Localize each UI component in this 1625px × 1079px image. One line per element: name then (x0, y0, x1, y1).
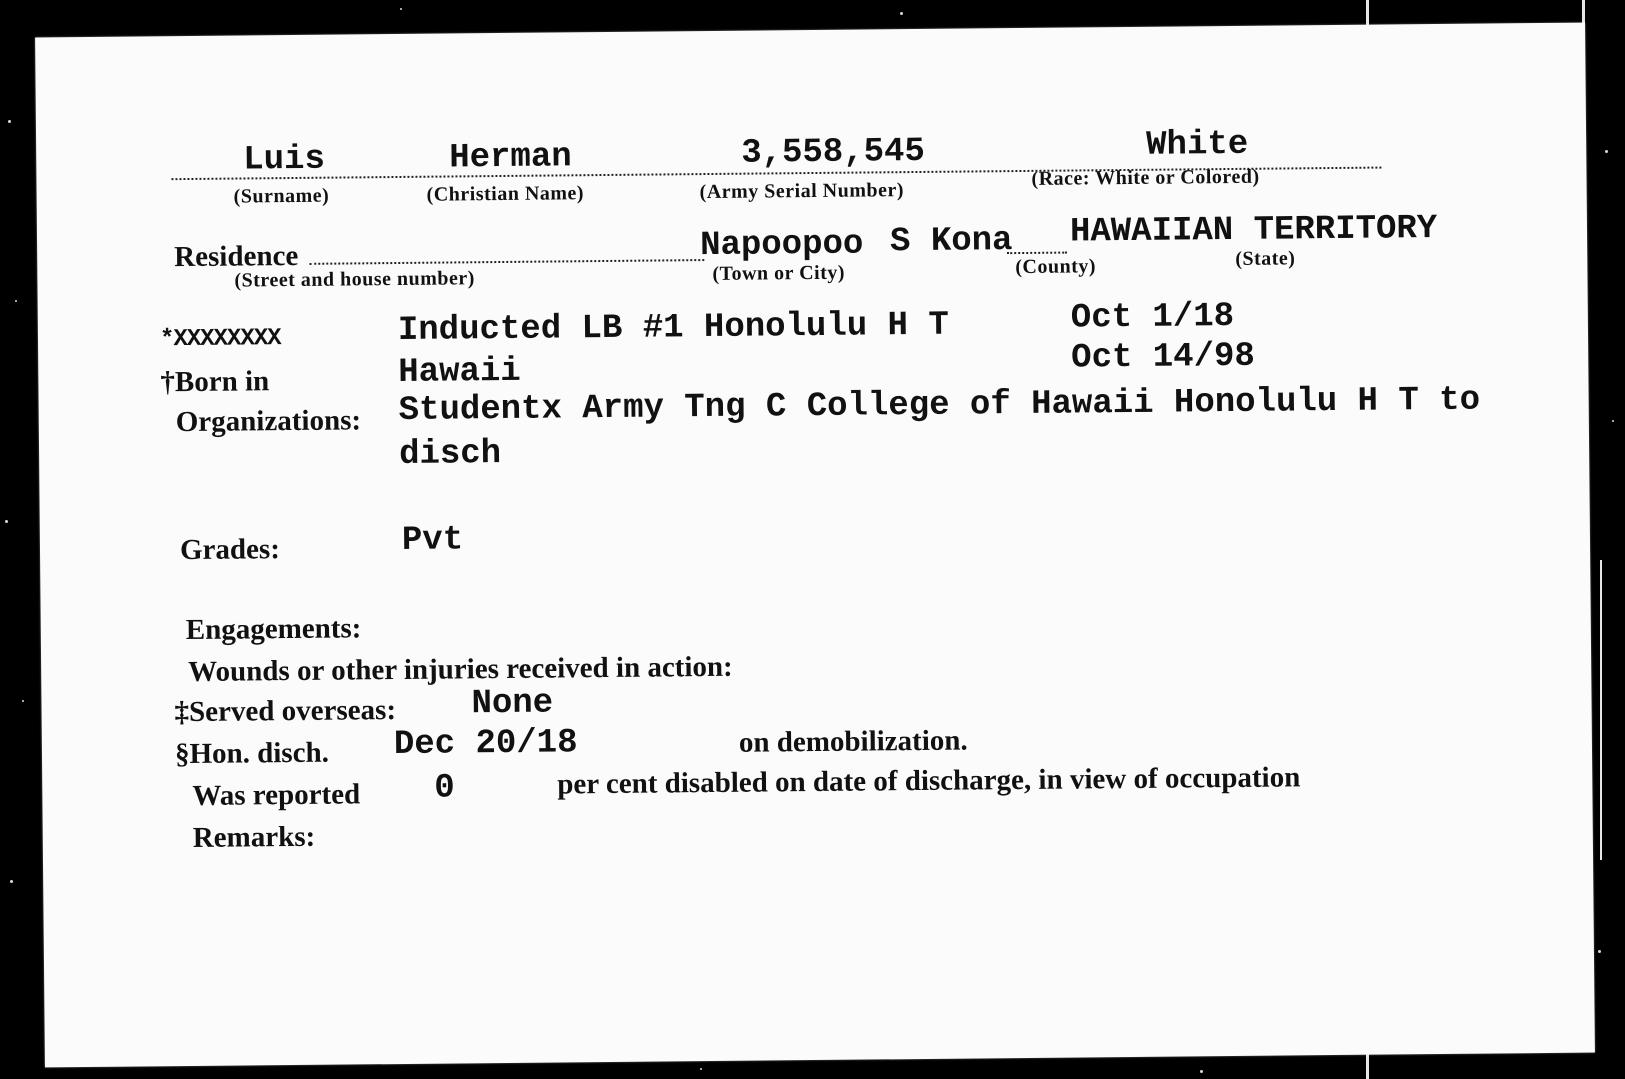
grades-label: Grades: (179, 533, 281, 567)
race-value: White (1146, 125, 1249, 165)
state-caption: (State) (1235, 247, 1296, 270)
surname-caption: (Surname) (233, 184, 330, 208)
surname-value: Luis (243, 140, 326, 180)
christian-name-value: Herman (449, 138, 572, 178)
edge-line (1582, 0, 1585, 25)
disability-label: Was reported (192, 778, 361, 812)
town-value: Napoopoo (699, 225, 864, 266)
disability-value: 0 (434, 769, 455, 808)
state-value: HAWAIIAN TERRITORY (1069, 210, 1438, 252)
grades-value: Pvt (401, 521, 464, 560)
disability-suffix: per cent disabled on date of discharge, in view of occupation (557, 761, 1301, 801)
remarks-label: Remarks: (192, 820, 316, 854)
wounds-label: Wounds or other injuries received in action: (188, 650, 733, 689)
overseas-label: ‡Served overseas: (174, 694, 397, 729)
county-value: S Kona (889, 222, 1013, 262)
discharge-suffix: on demobilization. (738, 724, 968, 759)
dotted-leader (309, 259, 704, 265)
residence-label: Residence (174, 239, 299, 274)
birth-date: Oct 14/98 (1071, 337, 1256, 378)
serial-number-caption: (Army Serial Number) (699, 179, 905, 204)
induction-value: Inducted LB #1 Honolulu H T (397, 306, 949, 350)
county-caption: (County) (1015, 255, 1097, 279)
street-caption: (Street and house number) (234, 267, 475, 292)
town-caption: (Town or City) (712, 261, 846, 285)
christian-name-caption: (Christian Name) (426, 182, 585, 206)
overseas-value: None (471, 684, 554, 724)
organizations-label: Organizations: (175, 404, 362, 439)
induction-date: Oct 1/18 (1070, 297, 1235, 338)
serial-number-value: 3,558,545 (741, 132, 926, 173)
edge-line (1600, 560, 1602, 860)
engagements-label: Engagements: (185, 612, 362, 647)
discharge-label: §Hon. disch. (174, 736, 330, 771)
discharge-value: Dec 20/18 (393, 724, 578, 765)
enlisted-label-struck: *XXXXXXXX (159, 325, 281, 354)
dotted-leader (1007, 252, 1067, 255)
race-caption: (Race: White or Colored) (1031, 165, 1260, 190)
organizations-line2: disch (398, 435, 502, 474)
born-label: †Born in (160, 365, 270, 399)
organizations-line1: Studentx Army Tng C College of Hawaii Honolulu H T to (398, 381, 1481, 430)
born-value: Hawaii (398, 352, 521, 392)
service-record-card (35, 23, 1595, 1068)
